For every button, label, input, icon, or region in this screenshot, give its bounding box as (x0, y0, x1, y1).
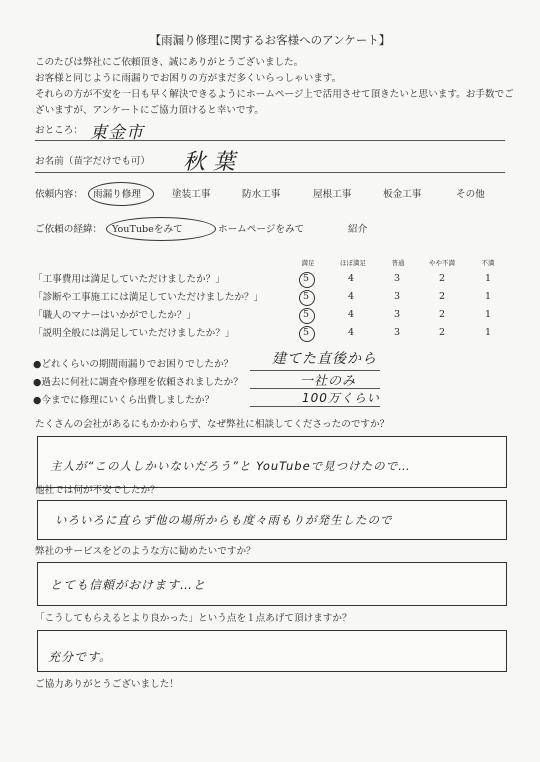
rating-header: 不満 (481, 259, 495, 267)
request-option-rain-leak-repair: 雨漏り修理 (93, 189, 141, 200)
long-question: 「こうしてもらえるとより良かった」という点を１点あげて頂けますか？ (35, 613, 352, 624)
rating-value: 5 (302, 327, 310, 338)
short-question: ●今までに修理にいくら出費しましたか？ (33, 395, 215, 406)
rating-value: 4 (347, 291, 355, 302)
name-label: お名前（苗字だけでも可） (35, 156, 151, 167)
rating-value: 3 (393, 309, 401, 320)
request-label: 依頼内容： (35, 189, 83, 200)
rating-value: 3 (393, 273, 401, 284)
intro-line: このたびは弊社にご依頼頂き、誠にありがとうございました。 (35, 57, 304, 68)
rating-question: 「工事費用は満足していただけましたか？」 (33, 274, 225, 285)
route-option-referral: 紹介 (348, 224, 368, 235)
request-option-painting: 塗装工事 (172, 189, 211, 200)
rating-header: 普通 (391, 259, 405, 267)
closing-text: ご協力ありがとうございました！ (35, 679, 179, 690)
short-answer: 一社のみ (300, 374, 357, 389)
rating-value: 1 (484, 273, 492, 284)
long-question: たくさんの会社があるにもかかわらず、なぜ弊社に相談してくださったのですか？ (35, 419, 390, 430)
rating-question: 「職人のマナーはいかがでしたか？」 (33, 310, 197, 321)
rating-value: 1 (484, 291, 492, 302)
long-answer: 充分です。 (48, 650, 113, 664)
rating-question: 「診断や工事施工には満足していただけましたか？」 (33, 292, 264, 303)
intro-line: それらの方が不安を一日も早く解決できるようにホームページ上で活用させて頂きたいと思います。お手数でご (35, 89, 514, 100)
rating-value: 5 (302, 273, 310, 284)
rating-value: 4 (347, 273, 355, 284)
page-title: 【雨漏り修理に関するお客様へのアンケート】 (149, 33, 391, 47)
answer-underline (250, 406, 380, 407)
address-underline (35, 140, 505, 141)
name-value: 秋葉 (183, 150, 244, 175)
rating-header: やや不満 (429, 259, 455, 267)
rating-value: 2 (438, 309, 446, 320)
short-answer: 建てた直後から (272, 351, 377, 367)
name-underline (35, 172, 505, 173)
rating-value: 2 (438, 327, 446, 338)
rating-header: 満足 (301, 259, 315, 267)
address-value: 東金市 (90, 123, 144, 143)
long-answer: 主人が“この人しかいないだろう”と YouTubeで見つけたので… (50, 459, 411, 473)
rating-value: 5 (302, 291, 310, 302)
request-option-waterproofing: 防水工事 (242, 189, 281, 200)
long-question: 弊社のサービスをどのような方に勧めたいですか？ (35, 546, 256, 557)
rating-value: 4 (347, 327, 355, 338)
request-option-other: その他 (456, 189, 485, 200)
rating-header: ほぼ満足 (340, 259, 366, 267)
short-question: ●どれくらいの期間雨漏りでお困りでしたか？ (33, 359, 234, 370)
rating-question: 「説明全般には満足していただけましたか？」 (33, 328, 235, 339)
rating-value: 4 (347, 309, 355, 320)
long-question: 他社では何が不安でしたか？ (35, 485, 160, 496)
rating-value: 2 (438, 273, 446, 284)
address-label: おところ： (35, 125, 83, 136)
short-answer: 100万くらい (302, 391, 380, 405)
long-answer: とても信頼がおけます…と (50, 578, 207, 592)
route-option-homepage: ホームページをみて (218, 224, 305, 235)
route-label: ご依頼の経緯： (35, 224, 103, 235)
rating-value: 3 (393, 291, 401, 302)
long-answer: いろいろに直らず他の場所からも度々雨もりが発生したので (55, 513, 393, 527)
short-question: ●過去に何社に調査や修理を依頼されましたか？ (33, 377, 243, 388)
rating-value: 3 (393, 327, 401, 338)
rating-value: 1 (484, 327, 492, 338)
request-option-sheet-metal: 板金工事 (383, 189, 422, 200)
rating-value: 2 (438, 291, 446, 302)
intro-line: お客様と同じように雨漏りでお困りの方がまだ多くいらっしゃいます。 (35, 73, 342, 84)
rating-value: 5 (302, 309, 310, 320)
intro-line: ざいますが、アンケートにご協力頂けると幸いです。 (35, 105, 264, 116)
route-option-youtube: YouTubeをみて (112, 224, 183, 235)
rating-value: 1 (484, 309, 492, 320)
request-option-roofing: 屋根工事 (313, 189, 352, 200)
